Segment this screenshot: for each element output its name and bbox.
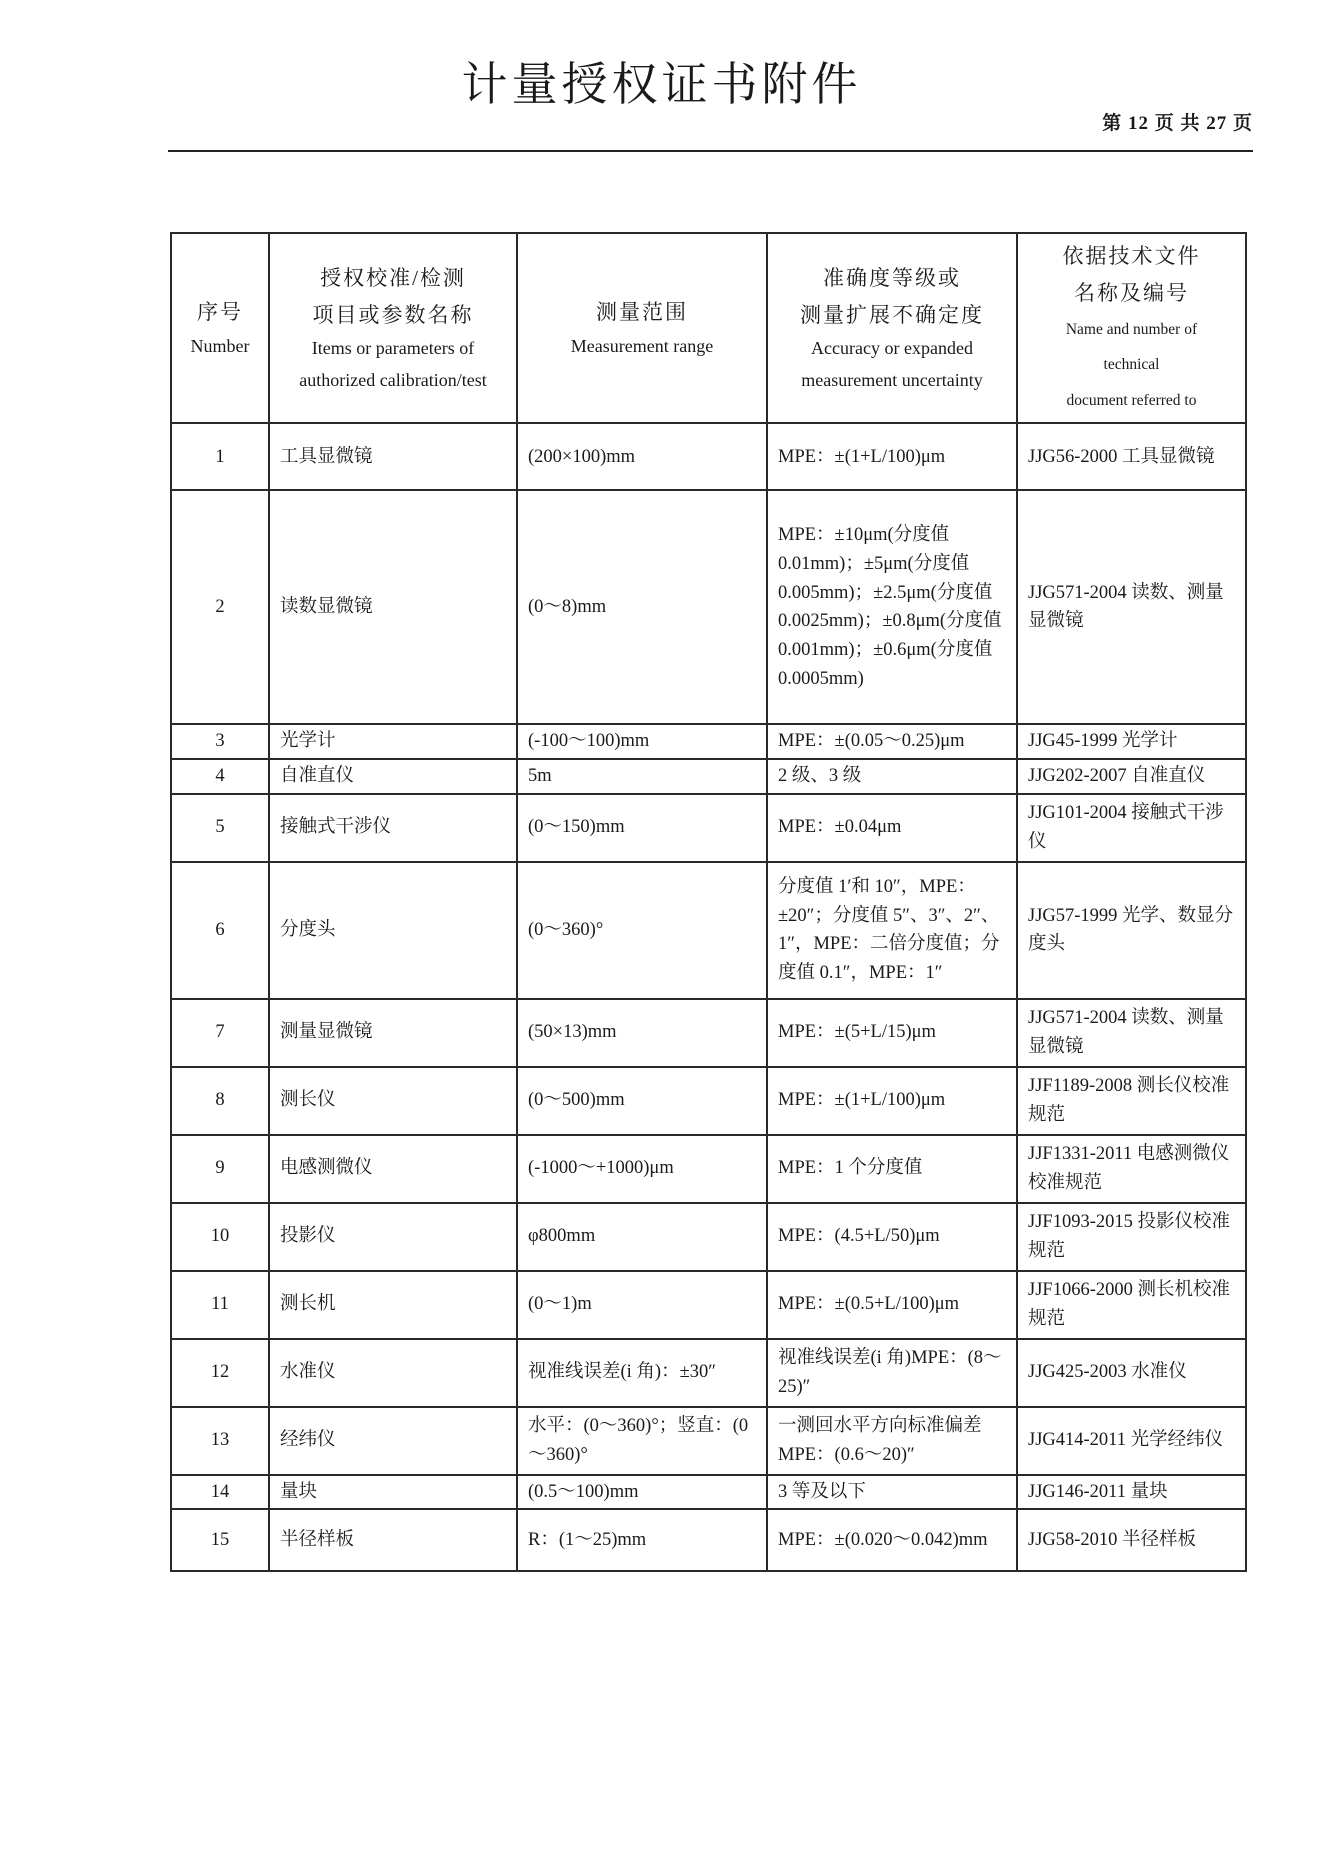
table-row xyxy=(171,1271,1246,1339)
measurement-range: (-100～100)mm xyxy=(517,724,767,759)
accuracy: MPE：(4.5+L/50)μm xyxy=(767,1203,1017,1271)
reference-document: JJG571-2004 读数、测量显微镜 xyxy=(1017,999,1246,1067)
reference-document: JJG202-2007 自准直仪 xyxy=(1017,759,1246,794)
accuracy: 2 级、3 级 xyxy=(767,759,1017,794)
reference-document: JJF1331-2011 电感测微仪校准规范 xyxy=(1017,1135,1246,1203)
row-number: 6 xyxy=(171,862,269,999)
item-name: 水准仪 xyxy=(269,1339,517,1407)
row-number: 11 xyxy=(171,1271,269,1339)
accuracy: MPE：±(0.05～0.25)μm xyxy=(767,724,1017,759)
reference-document: JJG56-2000 工具显微镜 xyxy=(1017,423,1246,490)
measurement-range: (0～500)mm xyxy=(517,1067,767,1135)
row-number: 1 xyxy=(171,423,269,490)
accuracy: MPE：±(5+L/15)μm xyxy=(767,999,1017,1067)
row-number: 5 xyxy=(171,794,269,862)
measurement-range: (200×100)mm xyxy=(517,423,767,490)
row-number: 3 xyxy=(171,724,269,759)
header-document: 依据技术文件 名称及编号 Name and number of technical document referred to xyxy=(1017,233,1246,423)
authorization-table xyxy=(170,232,1247,1572)
reference-document: JJG146-2011 量块 xyxy=(1017,1475,1246,1510)
reference-document: JJF1189-2008 测长仪校准规范 xyxy=(1017,1067,1246,1135)
measurement-range: (0～150)mm xyxy=(517,794,767,862)
reference-document: JJG45-1999 光学计 xyxy=(1017,724,1246,759)
row-number: 15 xyxy=(171,1509,269,1571)
table-row xyxy=(171,1339,1246,1407)
header-divider xyxy=(168,150,1253,152)
table-header-row xyxy=(171,233,1246,423)
reference-document: JJG425-2003 水准仪 xyxy=(1017,1339,1246,1407)
table-row xyxy=(171,423,1246,490)
page-number: 第 12 页 共 27 页 xyxy=(1102,113,1253,134)
item-name: 接触式干涉仪 xyxy=(269,794,517,862)
reference-document: JJF1066-2000 测长机校准规范 xyxy=(1017,1271,1246,1339)
accuracy: MPE：±(0.020～0.042)mm xyxy=(767,1509,1017,1571)
table-row xyxy=(171,1407,1246,1475)
reference-document: JJF1093-2015 投影仪校准规范 xyxy=(1017,1203,1246,1271)
document-title: 计量授权证书附件 xyxy=(461,57,862,111)
table-row xyxy=(171,724,1246,759)
accuracy: MPE：1 个分度值 xyxy=(767,1135,1017,1203)
header-range: 测量范围 Measurement range xyxy=(517,233,767,423)
measurement-range: (0～1)m xyxy=(517,1271,767,1339)
accuracy: MPE：±(0.5+L/100)μm xyxy=(767,1271,1017,1339)
item-name: 电感测微仪 xyxy=(269,1135,517,1203)
item-name: 测量显微镜 xyxy=(269,999,517,1067)
measurement-range: 水平：(0～360)°；竖直：(0～360)° xyxy=(517,1407,767,1475)
table-row xyxy=(171,1203,1246,1271)
measurement-range: 视准线误差(i 角)：±30″ xyxy=(517,1339,767,1407)
reference-document: JJG58-2010 半径样板 xyxy=(1017,1509,1246,1571)
item-name: 读数显微镜 xyxy=(269,490,517,724)
row-number: 7 xyxy=(171,999,269,1067)
measurement-range: 5m xyxy=(517,759,767,794)
table-row xyxy=(171,1475,1246,1510)
table-row xyxy=(171,1135,1246,1203)
header-accuracy: 准确度等级或 测量扩展不确定度 Accuracy or expanded measurement uncertainty xyxy=(767,233,1017,423)
item-name: 自准直仪 xyxy=(269,759,517,794)
reference-document: JJG57-1999 光学、数显分度头 xyxy=(1017,862,1246,999)
row-number: 14 xyxy=(171,1475,269,1510)
measurement-range: φ800mm xyxy=(517,1203,767,1271)
row-number: 10 xyxy=(171,1203,269,1271)
item-name: 测长仪 xyxy=(269,1067,517,1135)
accuracy: 3 等及以下 xyxy=(767,1475,1017,1510)
measurement-range: (50×13)mm xyxy=(517,999,767,1067)
accuracy: MPE：±0.04μm xyxy=(767,794,1017,862)
accuracy: MPE：±(1+L/100)μm xyxy=(767,1067,1017,1135)
item-name: 测长机 xyxy=(269,1271,517,1339)
item-name: 投影仪 xyxy=(269,1203,517,1271)
accuracy: MPE：±(1+L/100)μm xyxy=(767,423,1017,490)
row-number: 12 xyxy=(171,1339,269,1407)
measurement-range: (0～360)° xyxy=(517,862,767,999)
item-name: 经纬仪 xyxy=(269,1407,517,1475)
item-name: 光学计 xyxy=(269,724,517,759)
row-number: 13 xyxy=(171,1407,269,1475)
measurement-range: (-1000～+1000)μm xyxy=(517,1135,767,1203)
item-name: 量块 xyxy=(269,1475,517,1510)
table-row xyxy=(171,1067,1246,1135)
reference-document: JJG571-2004 读数、测量显微镜 xyxy=(1017,490,1246,724)
table-row xyxy=(171,1509,1246,1571)
item-name: 半径样板 xyxy=(269,1509,517,1571)
table-row xyxy=(171,862,1246,999)
measurement-range: (0.5～100)mm xyxy=(517,1475,767,1510)
row-number: 2 xyxy=(171,490,269,724)
row-number: 4 xyxy=(171,759,269,794)
row-number: 9 xyxy=(171,1135,269,1203)
table-row xyxy=(171,999,1246,1067)
header-number: 序号 Number xyxy=(171,233,269,423)
accuracy: 视准线误差(i 角)MPE：(8～25)″ xyxy=(767,1339,1017,1407)
table-row xyxy=(171,490,1246,724)
reference-document: JJG101-2004 接触式干涉仪 xyxy=(1017,794,1246,862)
accuracy: MPE：±10μm(分度值0.01mm)；±5μm(分度值0.005mm)；±2.5μm(分度值 0.0025mm)；±0.8μm(分度值 0.001mm)；±0.6μm(分度值0.0005mm) xyxy=(767,490,1017,724)
item-name: 工具显微镜 xyxy=(269,423,517,490)
row-number: 8 xyxy=(171,1067,269,1135)
item-name: 分度头 xyxy=(269,862,517,999)
reference-document: JJG414-2011 光学经纬仪 xyxy=(1017,1407,1246,1475)
table-row xyxy=(171,759,1246,794)
accuracy: 分度值 1′和 10″，MPE：±20″；分度值 5″、3″、2″、1″，MPE：二倍分度值；分度值 0.1″，MPE：1″ xyxy=(767,862,1017,999)
measurement-range: (0～8)mm xyxy=(517,490,767,724)
accuracy: 一测回水平方向标准偏差 MPE：(0.6～20)″ xyxy=(767,1407,1017,1475)
measurement-range: R：(1～25)mm xyxy=(517,1509,767,1571)
header-item: 授权校准/检测 项目或参数名称 Items or parameters of authorized calibration/test xyxy=(269,233,517,423)
table-row xyxy=(171,794,1246,862)
